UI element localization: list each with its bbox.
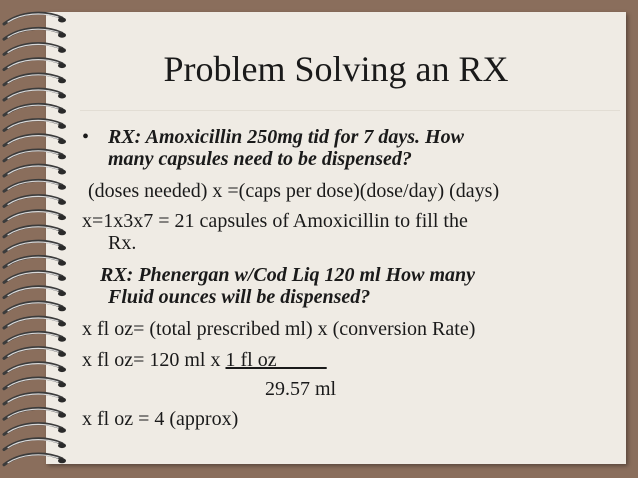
text-line-2: many capsules need to be dispensed? [108,148,412,170]
text-line-9-start: x fl oz= 120 ml x [82,349,226,371]
title-divider [80,110,620,111]
text-line-8: x fl oz= (total prescribed ml) x (conversion Rate) [82,318,476,340]
text-line-5: Rx. [108,232,137,254]
slide-title: Problem Solving an RX [163,49,509,89]
text-line-7: Fluid ounces will be dispensed? [108,286,371,308]
text-line-4: x=1x3x7 = 21 capsules of Amoxicillin to fill the [82,210,468,232]
text-line-1: RX: Amoxicillin 250mg tid for 7 days. How [108,126,464,148]
fraction-denominator: 29.57 ml [265,378,337,400]
fraction-numerator: 1 fl oz_____ [225,349,327,371]
bullet-icon: • [82,126,90,148]
text-line-6: RX: Phenergan w/Cod Liq 120 ml How many [100,264,476,286]
text-line-3: (doses needed) x =(caps per dose)(dose/day) (days) [88,180,500,202]
text-line-12: x fl oz = 4 (approx) [82,408,239,430]
text-line-9 [82,349,327,371]
